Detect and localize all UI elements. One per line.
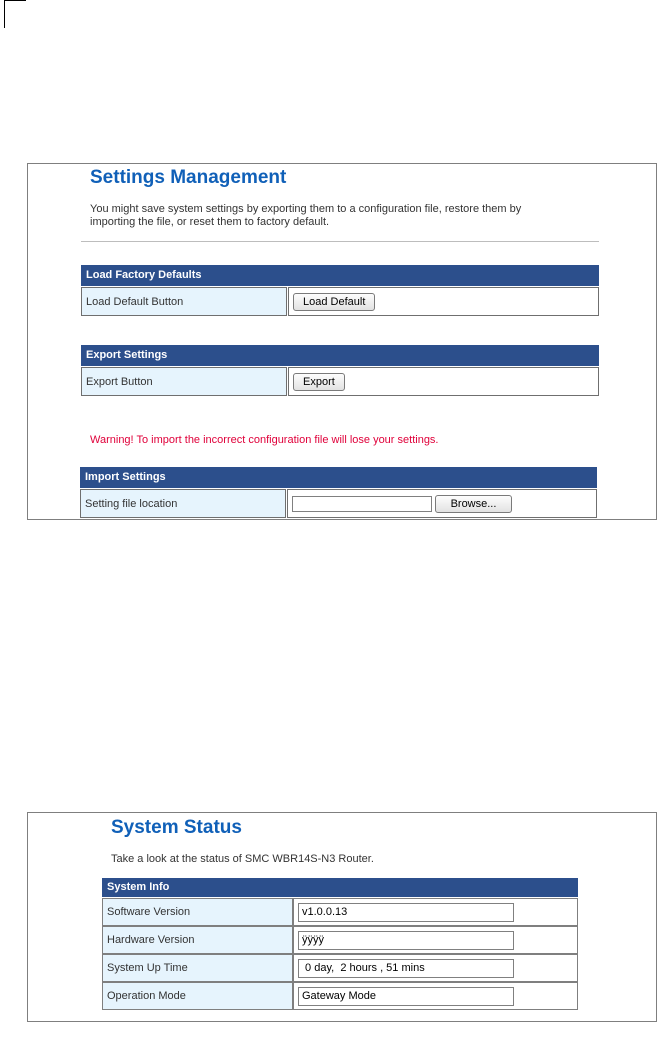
import-label: Setting file location xyxy=(80,489,286,518)
operation-mode-value: Gateway Mode xyxy=(298,987,514,1006)
status-description: Take a look at the status of SMC WBR14S-N3 Router. xyxy=(111,853,374,865)
system-uptime-row xyxy=(102,954,578,982)
export-settings-header: Export Settings xyxy=(81,345,599,366)
software-version-label: Software Version xyxy=(102,898,293,926)
settings-description-line1: You might save system settings by exporting them to a configuration file, restore them by xyxy=(90,203,522,215)
settings-title: Settings Management xyxy=(90,167,287,188)
browse-button[interactable]: Browse... xyxy=(435,495,512,513)
import-row xyxy=(80,489,597,518)
export-label: Export Button xyxy=(81,367,287,396)
hardware-version-value: ÿÿÿÿ xyxy=(298,931,514,950)
operation-mode-row xyxy=(102,982,578,1010)
export-cell xyxy=(288,367,599,396)
settings-divider xyxy=(81,241,599,242)
export-row xyxy=(81,367,599,396)
hardware-version-label: Hardware Version xyxy=(102,926,293,954)
operation-mode-cell xyxy=(293,982,578,1010)
load-defaults-cell xyxy=(288,287,599,316)
software-version-row xyxy=(102,898,578,926)
load-defaults-header: Load Factory Defaults xyxy=(81,265,599,286)
hardware-version-row xyxy=(102,926,578,954)
software-version-value: v1.0.0.13 xyxy=(298,903,514,922)
export-button[interactable]: Export xyxy=(293,373,345,391)
operation-mode-label: Operation Mode xyxy=(102,982,293,1010)
load-defaults-label: Load Default Button xyxy=(81,287,287,316)
settings-description xyxy=(90,203,610,229)
system-uptime-label: System Up Time xyxy=(102,954,293,982)
status-title: System Status xyxy=(111,817,242,838)
software-version-cell xyxy=(293,898,578,926)
import-cell xyxy=(287,489,597,518)
import-warning: Warning! To import the incorrect configuration file will lose your settings. xyxy=(90,434,439,446)
load-defaults-row xyxy=(81,287,599,316)
system-uptime-value: 0 day, 2 hours , 51 mins xyxy=(298,959,514,978)
load-default-button[interactable]: Load Default xyxy=(293,293,375,311)
import-settings-header: Import Settings xyxy=(80,467,597,488)
page-corner-mark xyxy=(4,0,26,28)
system-uptime-cell xyxy=(293,954,578,982)
settings-description-line2: importing the file, or reset them to factory default. xyxy=(90,216,330,228)
system-info-header: System Info xyxy=(102,878,578,897)
hardware-version-cell xyxy=(293,926,578,954)
setting-file-input[interactable] xyxy=(292,496,432,512)
